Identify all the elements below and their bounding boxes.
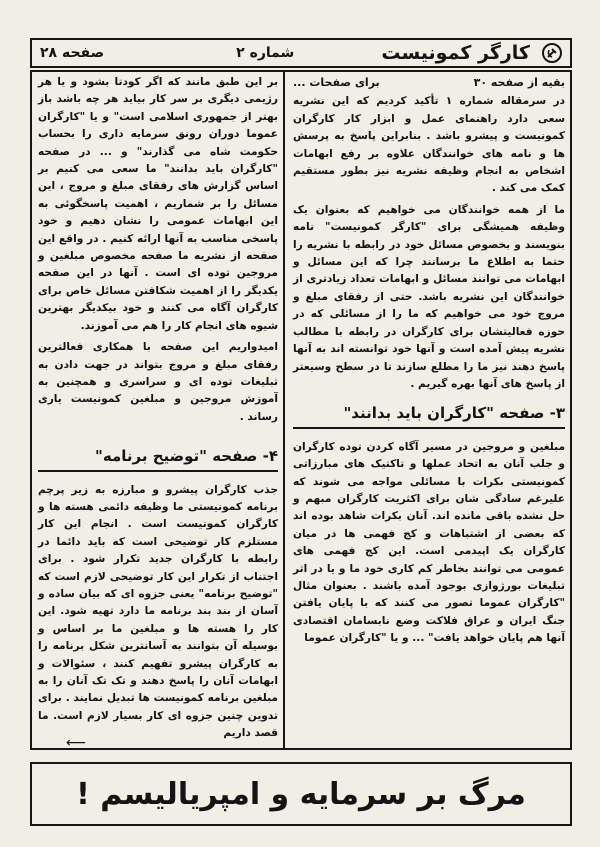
paragraph: امیدواریم این صفحه با همکاری فعالترین رفقای مبلغ و مروج بتواند در جهت دادن به تبلیغات توده ای و سراسری و همچنین به آموزش مروجین و مبلغین کمونیست یاری رساند . xyxy=(38,341,278,423)
continued-label: بقیه از صفحه ۳۰ xyxy=(473,76,565,89)
section-title: ۴- صفحه "توضیح برنامه" xyxy=(38,448,278,471)
paragraph: در سرمقاله شماره ۱ تأکید کردیم که این نشریه سعی دارد راهنمای عمل و ابزار کار کارگران کمونیست و پیشرو باشد . بنابراین پاسخ به پرسش ها و نامه های خوانندگان علاوه بر رفع ابهامات اشخاص به انجام وظیفه نشریه نیز بطور مستقیم کمک می کند . xyxy=(293,95,565,195)
paragraph: بر این طبق مانند که اگر کودتا بشود و یا هر رژیمی دیگری بر سر کار بیاید هر چه باشد باز بهتر از جمهوری اسلامی است" و یا "کارگران عموما دوران رونق سرمایه داری را بحساب حکومت شاه می گذارند" و ... در صفحه "کارگران باید بدانند" ما سعی می کنیم بر اساس گزارش های رفقای مبلغ و مروج ، این مسائل را بر شماریم ، اهمیت پاسخگوئی به این ابهامات عمومی را نشان دهیم و خود پاسخی مناسب به آنها ارائه کنیم . در واقع این صفحه از نشریه ما صفحه مخصوص مبلغین و مروجین توده ای است . آنها در این صفحه یکدیگر را از اهمیت شکافتن مسائل خاص برای کارگران آگاه می کنند و خود بیکدیگر بهترین شیوه های انجام کار را هم می آموزند. xyxy=(38,76,278,332)
continue-arrow-icon: ⟵ xyxy=(66,735,87,751)
paragraph: مبلغین و مروجین در مسیر آگاه کردن توده کارگران و جلب آنان به اتحاد عملها و تاکتیک های مبارزاتی کمونیستی بکرات با مسائلی مواجه می شوند که علیرغم سادگی شان برای اکثریت کارگران مبهم و حل نشده باقی مانده اند. آنان بکرات شاهد بوده اند که بعضی از اشتباهات و کج فهمی ها در میان کارگران یک اپیدمی است. این کج فهمی های عمومی می توانند بخاطر کم کاری خود ما و یا در اثر تبلیغات بورژوازی بوجود آمده باشند . بعنوان مثال "کارگران عموما تصور می کنند که با پایان یافتن جنگ ایران و عراق فلاکت وضع نابسامان اقتصادی آنها هم پایان خواهد یافت" ... و یا "کارگران عموما xyxy=(293,440,565,645)
column-divider xyxy=(283,70,285,750)
paragraph: جذب کارگران پیشرو و مبارزه به زیر پرچم برنامه کمونیستی ما وظیفه دائمی هسته ها و کارگران کمونیست است . انجام این کار مستلزم کار توضیحی است که باید دائما در رابطه با کارگران جدید تکرار شود . برای اجتناب از تکرار این کار توضیحی لازم است که "توضیح برنامه" یعنی جزوه ای که بیان ساده و آسان از بند بند برنامه ما دارد تهیه شود. این کار را هسته ها و مبلغین ما بر اساس و بوسیله آن بتوانند به آسانترین شکل برنامه را به کارگران پیشرو تفهیم کنند ، سئوالات و ابهامات آنان را پاسخ دهند و تک تک آنان را به مبلغین برنامه کمونیست ها تبدیل نمایند . برای تدوین چنین جزوه ای کار بسیار لازم است. ما قصد داریم xyxy=(38,483,278,740)
issue-number: شماره ۲ xyxy=(236,45,295,61)
continued-heading xyxy=(293,74,565,91)
hammer-sickle-icon xyxy=(542,43,562,63)
right-column xyxy=(293,74,565,652)
page-header xyxy=(30,38,572,68)
slogan: مرگ بر سرمایه و امپریالیسم ! xyxy=(76,776,526,812)
page-number: صفحه ۲۸ xyxy=(40,45,105,61)
masthead-title: کارگر کمونیست xyxy=(381,42,530,64)
continued-title: برای صفحات ... xyxy=(293,76,380,89)
paragraph: ما از همه خوانندگان می خواهیم که بعنوان یک وظیفه همیشگی برای "کارگر کمونیست" نامه بنویسند و بخصوص مسائل خود در رابطه با نشریه را حتما به اطلاع ما برسانند چرا که این مسائل و ابهامات می توانند مسائل و ابهامات تعداد زیادتری از خوانندگان این نشریه باشد. حتی از رفقای مبلغ و مروج خود می خواهیم که ما را از مسائلی که در حوزه فعالیتشان برای کارگران در رابطه با مطالب نشریه پیش آمده است و آنها خود توانسته اند به آنها پاسخ دهند نیز ما را مطلع سازند تا در سطح وسیعتر از پاسخ های آنها بهره گیریم . xyxy=(293,203,565,390)
footer-banner xyxy=(30,762,572,826)
left-column xyxy=(38,74,278,751)
section-title: ۳- صفحه "کارگران باید بدانند" xyxy=(293,405,565,428)
